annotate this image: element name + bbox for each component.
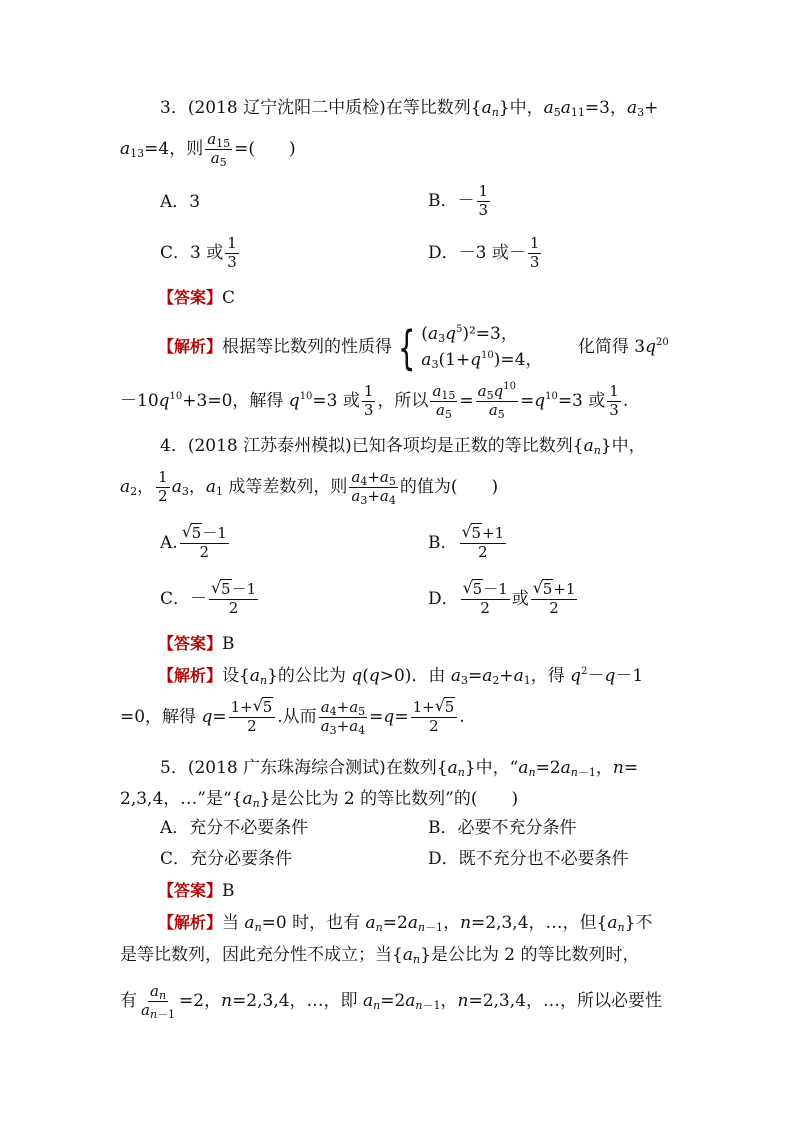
q4-stem-line1: 4．(2018 江苏泰州模拟)已知各项均是正数的等比数列$\{a_n\}$中，	[160, 436, 646, 457]
q4-option-a[interactable]: A. √ 5－1 2	[160, 522, 227, 561]
q3-option-b[interactable]: B．－ $\frac{1}{3}$	[428, 182, 489, 219]
q3-option-d[interactable]: D．－3 或－ $\frac{1}{3}$	[428, 234, 540, 271]
q3-equation-system: $(a_3q^5)^2=3$， $a_3(1+q^{10})=4$，	[421, 324, 543, 371]
q5-number: 5．	[160, 758, 188, 778]
analysis-label: 【解析】	[158, 337, 223, 356]
q3-number: 3．	[160, 98, 188, 118]
q5-option-a[interactable]: A．充分不必要条件	[160, 818, 309, 838]
q5-analysis-line1: 【解析】当 $a_n=0$ 时，也有 $a_n=2a_{n-1}$，n=2,3,4，…，但$\{a_n\}$不	[158, 913, 653, 934]
q3-stem-line1: 3．(2018 辽宁沈阳二中质检)在等比数列$\{a_n\}$中，$a_5a_{11}=3$，$a_3+$	[160, 98, 659, 119]
q3-stem-text: (2018 辽宁沈阳二中质检)在等比数列{	[187, 98, 482, 118]
brace-icon: {	[397, 320, 416, 375]
q3-stem-line2: $a_{13}=4$，则 $\frac{a_{15}}{a_5}$ =( )	[120, 130, 296, 169]
q5-option-c[interactable]: C．充分必要条件	[160, 849, 293, 869]
q5-option-b[interactable]: B．必要不充分条件	[428, 818, 577, 838]
q3-analysis-line2: $-10q^{10}+3=0$，解得 $q^{10}=3$ 或 $\frac{1}{3}$ ，所以 $\frac{a_{15}}{a_5}$ = $\frac{a_5q^{10}}{a_5}$ $=q^{10}=3$ 或 $\frac{1}{3}$ .	[120, 381, 629, 421]
q5-stem-line1: 5．(2018 广东珠海综合测试)在数列$\{a_n\}$中，“$a_n=2a_{n-1}$，n=	[160, 758, 639, 779]
q5-analysis-line2: 是等比数列，因此充分性不成立；当$\{a_n\}$是公比为 2 的等比数列时，	[120, 945, 640, 966]
answer-value: C	[222, 288, 236, 308]
q5-stem-line2: 2,3,4，…”是“$\{a_n\}$是公比为 2 的等比数列”的( )	[120, 789, 519, 810]
q3-fraction: $\frac{a_{15}}{a_5}$	[207, 130, 231, 169]
q5-answer: 【答案】B	[158, 881, 235, 901]
q3-option-a[interactable]: A．3	[160, 192, 201, 212]
q5-option-d[interactable]: D．既不充分也不必要条件	[428, 849, 629, 869]
q3-option-c[interactable]: C．3 或 $\frac{1}{3}$	[160, 234, 237, 271]
q4-option-c[interactable]: C．－ √ 5－1 2	[160, 578, 257, 617]
q4-option-d[interactable]: D． √ 5－1 2 或 √ 5+1 2	[428, 578, 576, 617]
q4-analysis-line2: =0，解得 q= 1+ √ 5 2 .从而 $\frac{a_4+a_5}{a_3+a_4}$ =q= 1+ √ 5 2 .	[120, 696, 465, 737]
q4-option-b[interactable]: B． √ 5+1 2	[428, 522, 505, 561]
q4-answer: 【答案】B	[158, 634, 235, 654]
q3-analysis-line1: 【解析】根据等比数列的性质得 { $(a_3q^5)^2=3$， $a_3(1+q^{10})=4$， 化简得 $3q^{20}$	[158, 320, 669, 375]
q4-analysis-line1: 【解析】设$\{a_n\}$的公比为 q(q>0)．由 $a_3=a_2+a_1$，得 $q^2-q-1$	[158, 666, 644, 687]
answer-label: 【答案】	[158, 288, 223, 307]
q5-analysis-line3: 有 $\frac{a_n}{a_{n-1}}$ =2，n=2,3,4，…，即 $a_n=2a_{n-1}$，n=2,3,4，…，所以必要性	[120, 982, 662, 1021]
q4-stem-line2: $a_2$， $\frac{1}{2}$ $a_3$，$a_1$ 成等差数列，则 $\frac{a_4+a_5}{a_3+a_4}$ 的值为( )	[120, 468, 499, 507]
q4-number: 4．	[160, 436, 188, 456]
q3-answer	[158, 290, 235, 307]
